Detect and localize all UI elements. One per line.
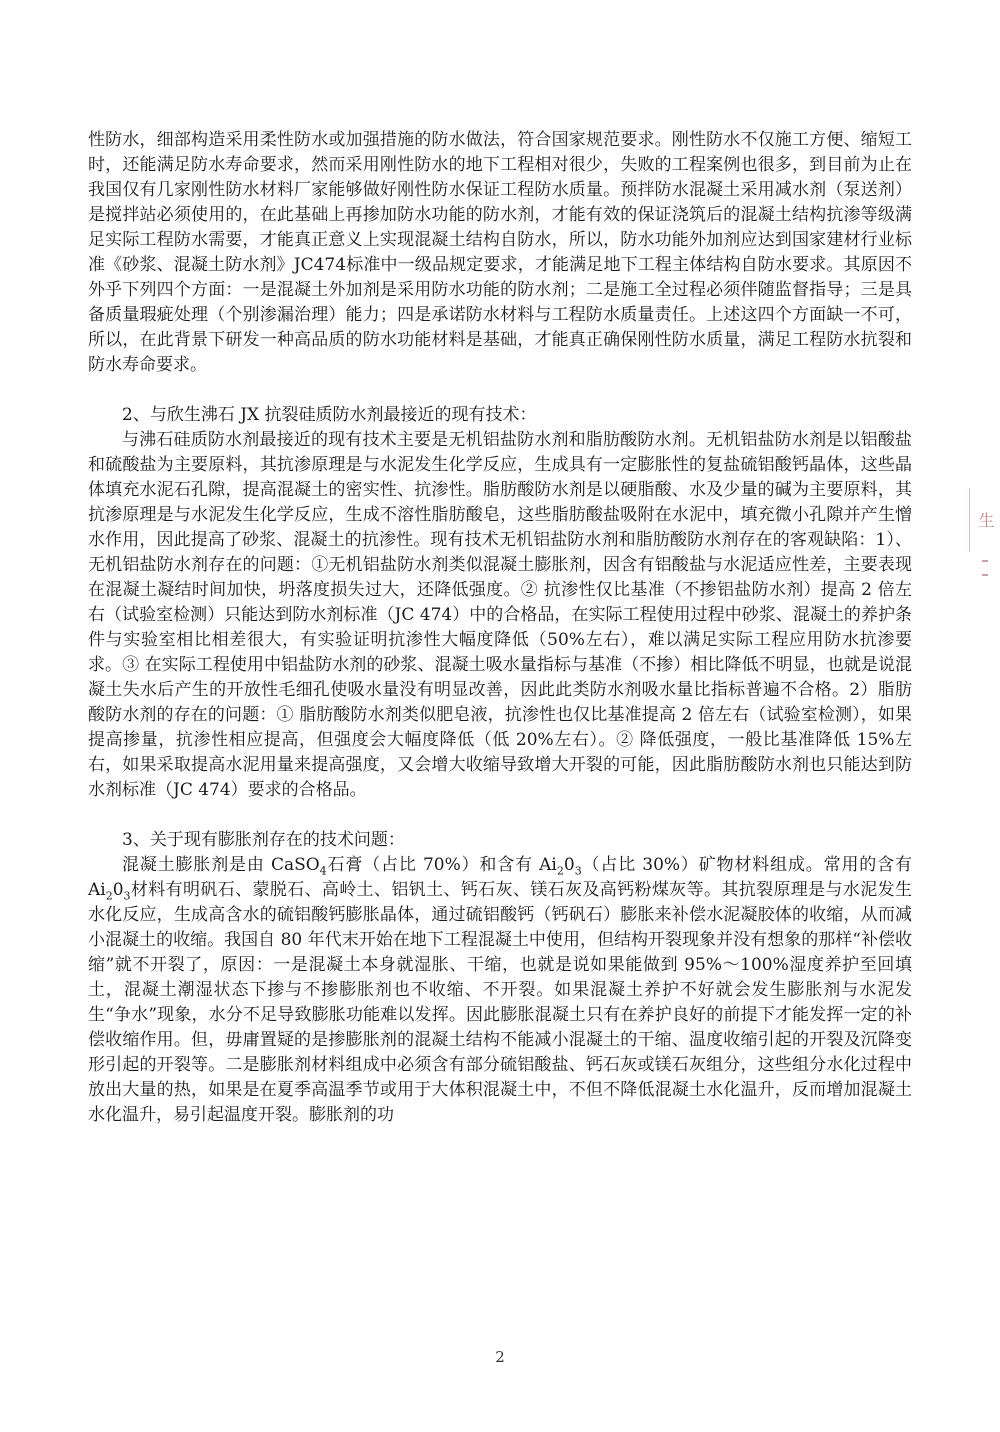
paragraph-3-text: （占比 30%）矿物材料组成。常用的含有 Ai <box>88 855 912 900</box>
paragraph-3 <box>88 853 912 1128</box>
paragraph-3-text: 混凝土膨胀剂是由 CaSO <box>122 855 320 875</box>
paragraph-2: 与沸石硅质防水剂最接近的现有技术主要是无机铝盐防水剂和脂肪酸防水剂。无机铝盐防水剂是以铝酸盐和硫酸盐为主要原料，其抗渗原理是与水泥发生化学反应，生成具有一定膨胀性的复盐硫铝酸钙晶体，这些晶体填充水泥石孔隙，提高混凝土的密实性、抗渗性。脂肪酸防水剂是以硬脂酸、水及少量的碱为主要原料，其抗渗原理是与水泥发生化学反应，生成不溶性脂肪酸皂，这些脂肪酸盐吸附在水泥中，填充微小孔隙并产生憎水作用，因此提高了砂浆、混凝土的抗渗性。现有技术无机铝盐防水剂和脂肪酸防水剂存在的客观缺陷：1）、无机铝盐防水剂存在的问题：①无机铝盐防水剂类似混凝土膨胀剂，因含有铝酸盐与水泥适应性差，主要表现在混凝土凝结时间加快，坍落度损失过大，还降低强度。② 抗渗性仅比基准（不掺铝盐防水剂）提高 2 倍左右（试验室检测）只能达到防水剂标准（JC 474）中的合格品，在实际工程使用过程中砂浆、混凝土的养护条件与实验室相比相差很大，有实验证明抗渗性大幅度降低（50%左右），难以满足实际工程应用防水抗渗要求。③ 在实际工程使用中铝盐防水剂的砂浆、混凝土吸水量指标与基准（不掺）相比降低不明显，也就是说混凝土失水后产生的开放性毛细孔使吸水量没有明显改善，因此此类防水剂吸水量比指标普遍不合格。2）脂肪酸防水剂的存在的问题：① 脂肪酸防水剂类似肥皂液，抗渗性也仅比基准提高 2 倍左右（试验室检测），如果提高掺量，抗渗性相应提高，但强度会大幅度降低（低 20%左右）。② 降低强度，一般比基准降低 15%左右，如果采取提高水泥用量来提高强度，又会增大收缩导致增大开裂的可能，因此脂肪酸防水剂也只能达到防水剂标准（JC 474）要求的合格品。 <box>88 430 912 800</box>
side-seal-stamp: 生 <box>969 488 1000 552</box>
paragraph-3-text: 0 <box>112 880 124 900</box>
subscript: 3 <box>123 889 131 903</box>
page-number: 2 <box>495 1348 505 1366</box>
subscript: 3 <box>574 864 582 878</box>
side-mark <box>982 560 988 562</box>
section-heading-3: 3、关于现有膨胀剂存在的技术问题： <box>122 830 405 850</box>
paragraph-1: 性防水，细部构造采用柔性防水或加强措施的防水做法，符合国家规范要求。刚性防水不仅施工方便、缩短工时，还能满足防水寿命要求，然而采用刚性防水的地下工程相对很少，失败的工程案例也很多，到目前为止在我国仅有几家刚性防水材料厂家能够做好刚性防水保证工程防水质量。预拌防水混凝土采用减水剂（泵送剂）是搅拌站必须使用的，在此基础上再掺加防水功能的防水剂，才能有效的保证浇筑后的混凝土结构抗渗等级满足实际工程防水需要，才能真正意义上实现混凝土结构自防水，所以，防水功能外加剂应达到国家建材行业标准《砂浆、混凝土防水剂》JC474标准中一级品规定要求，才能满足地下工程主体结构自防水要求。其原因不外乎下列四个方面：一是混凝土外加剂是采用防水功能的防水剂；二是施工全过程必须伴随监督指导；三是具备质量瑕疵处理（个别渗漏治理）能力；四是承诺防水材料与工程防水质量责任。上述这四个方面缺一不可，所以，在此背景下研发一种高品质的防水功能材料是基础，才能真正确保刚性防水质量，满足工程防水抗裂和防水寿命要求。 <box>88 130 912 375</box>
paragraph-spacer <box>88 803 912 828</box>
subscript: 2 <box>105 889 113 903</box>
section-heading-2: 2、与欣生沸石 JX 抗裂硅质防水剂最接近的现有技术： <box>122 405 537 425</box>
paragraph-spacer <box>88 378 912 403</box>
subscript: 4 <box>319 864 327 878</box>
side-mark <box>982 574 988 576</box>
paragraph-3-text: 石膏（占比 70%）和含有 Ai <box>326 855 557 875</box>
paragraph-3-text: 材料有明矾石、蒙脱石、高岭土、铝钒土、钙石灰、镁石灰及高钙粉煤灰等。其抗裂原理是与水泥发生水化反应，生成高含水的硫铝酸钙膨胀晶体，通过硫铝酸钙（钙矾石）膨胀来补偿水泥凝胶体的收缩，从而减小混凝土的收缩。我国自 80 年代末开始在地下工程混凝土中使用，但结构开裂现象并没有想象的那样“补偿收缩”就不开裂了，原因：一是混凝土本身就湿胀、干缩，也就是说如果能做到 95%～100%湿度养护至回填土，混凝土潮湿状态下掺与不掺膨胀剂也不收缩、不开裂。如果混凝土养护不好就会发生膨胀剂与水泥发生“争水”现象，水分不足导致膨胀功能难以发挥。因此膨胀混凝土只有在养护良好的前提下才能发挥一定的补偿收缩作用。但，毋庸置疑的是掺膨胀剂的混凝土结构不能减小混凝土的干缩、温度收缩引起的开裂及沉降变形引起的开裂等。二是膨胀剂材料组成中必须含有部分硫铝酸盐、钙石灰或镁石灰组分，这些组分水化过程中放出大量的热，如果是在夏季高温季节或用于大体积混凝土中，不但不降低混凝土水化温升，反而增加混凝土水化温升，易引起温度开裂。膨胀剂的功 <box>88 880 912 1125</box>
document-body <box>88 128 912 1128</box>
subscript: 2 <box>556 864 564 878</box>
paragraph-3-text: 0 <box>563 855 575 875</box>
